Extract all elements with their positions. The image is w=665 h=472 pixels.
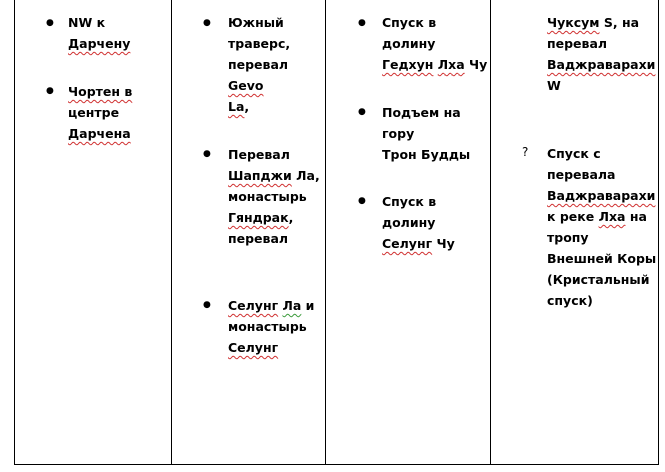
- list-item: Чортен в центре Дарчена: [68, 84, 133, 141]
- list-item: NW к Дарчену: [68, 15, 131, 51]
- table-cell-col-1: [15, 0, 171, 472]
- bullet-icon: ●: [358, 18, 366, 28]
- list-item: Спуск в долину Гедхун Лха Чу: [382, 15, 488, 72]
- list-item: Чуксум S, на перевал Ваджраварахи W: [547, 15, 656, 93]
- bullet-icon: ●: [358, 107, 366, 117]
- list-item: Подъем на гору Трон Будды: [382, 105, 471, 162]
- table-cell-col-2: [172, 0, 325, 472]
- list-item: Спуск в долину Селунг Чу: [382, 194, 455, 251]
- bullet-icon: ●: [358, 196, 366, 206]
- list-item: Перевал Шапджи Ла, монастырь Гяндрак, перевал: [228, 147, 320, 246]
- list-item: Селунг Ла и монастырь Селунг: [228, 298, 315, 355]
- bullet-icon: ●: [46, 86, 54, 96]
- list-item: Спуск с перевала Ваджраварахи к реке Лха на тропу Внешней Коры (Кристальный спуск): [547, 146, 657, 308]
- table-cell-col-3: [326, 0, 490, 472]
- list-item: Южный траверс, перевал Gevo La,: [228, 15, 291, 114]
- bullet-icon: ●: [203, 300, 211, 310]
- table-right-border: [658, 0, 659, 465]
- table-cell-col-4: [491, 0, 658, 472]
- missing-glyph-icon: ?: [522, 145, 529, 159]
- bullet-icon: ●: [203, 149, 211, 159]
- bullet-icon: ●: [203, 18, 211, 28]
- bullet-icon: ●: [46, 18, 54, 28]
